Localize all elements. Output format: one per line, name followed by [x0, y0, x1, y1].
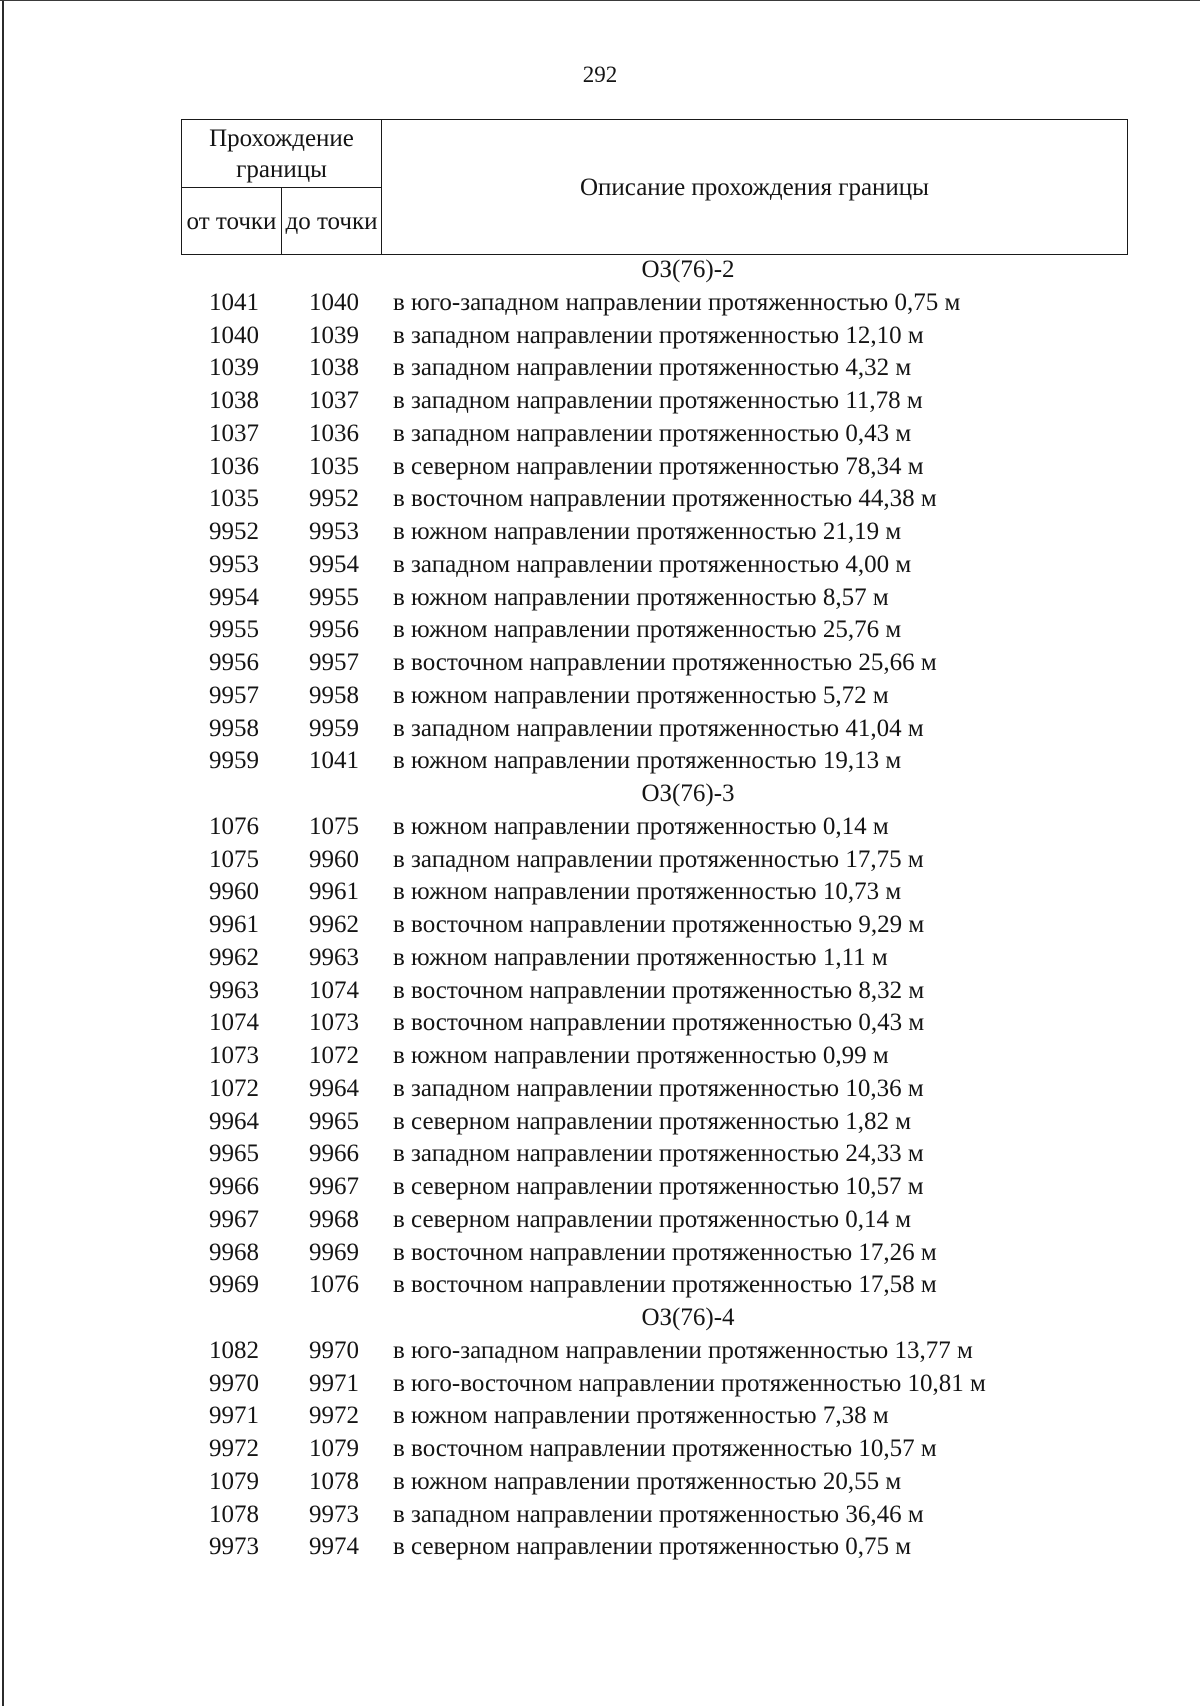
to-point-cell: 1075 — [309, 812, 359, 840]
to-point-cell: 9964 — [309, 1074, 359, 1102]
description-cell: в восточном направлении протяженностью 44,38 м — [393, 485, 937, 513]
header-from-label: от точки — [182, 188, 282, 255]
table-row — [0, 1106, 1200, 1139]
description-cell: в южном направлении протяженностью 10,73 м — [393, 878, 902, 906]
table-row — [0, 451, 1200, 484]
from-point-cell: 9955 — [209, 616, 259, 644]
to-point-cell: 9957 — [309, 649, 359, 676]
from-point-cell: 1075 — [209, 845, 259, 873]
to-point-cell: 1037 — [309, 387, 359, 414]
table-row — [0, 1531, 1200, 1564]
description-cell: в восточном направлении протяженностью 0,43 м — [393, 1009, 925, 1037]
to-point-cell: 9972 — [309, 1402, 359, 1430]
table-row — [0, 1138, 1200, 1171]
table-header — [181, 119, 1128, 255]
to-point-cell: 9955 — [309, 583, 359, 611]
description-cell: в юго-западном направлении протяженностью 0,75 м — [393, 288, 961, 316]
from-point-cell: 1036 — [209, 452, 259, 480]
description-cell: в южном направлении протяженностью 20,55 м — [393, 1467, 902, 1495]
table-row — [0, 1171, 1200, 1204]
description-cell: в западном направлении протяженностью 12,10 м — [393, 321, 924, 349]
to-point-cell: 1078 — [309, 1467, 359, 1495]
description-cell: в южном направлении протяженностью 0,99 м — [393, 1042, 889, 1069]
to-point-cell: 9968 — [309, 1205, 359, 1233]
to-point-cell: 9974 — [309, 1533, 359, 1561]
from-point-cell: 9957 — [209, 681, 259, 709]
boundary-rows — [0, 254, 1200, 1564]
to-point-cell: 9969 — [309, 1238, 359, 1266]
section-title: ОЗ(76)-4 — [641, 1304, 735, 1331]
from-point-cell: 9967 — [209, 1205, 259, 1233]
description-cell: в южном направлении протяженностью 21,19 м — [393, 518, 902, 545]
to-point-cell: 1072 — [309, 1042, 359, 1069]
table-row — [0, 1400, 1200, 1433]
description-cell: в южном направлении протяженностью 7,38 м — [393, 1402, 889, 1430]
description-cell: в западном направлении протяженностью 10,36 м — [393, 1074, 924, 1102]
from-point-cell: 9971 — [209, 1402, 259, 1430]
description-cell: в северном направлении протяженностью 1,82 м — [393, 1107, 912, 1135]
to-point-cell: 9966 — [309, 1140, 359, 1168]
description-cell: в юго-восточном направлении протяженностью 10,81 м — [393, 1369, 986, 1397]
section-title: ОЗ(76)-2 — [641, 256, 735, 283]
to-point-cell: 9952 — [309, 485, 359, 513]
description-cell: в восточном направлении протяженностью 17,26 м — [393, 1238, 937, 1266]
from-point-cell: 9959 — [209, 747, 259, 775]
table-row — [0, 1335, 1200, 1368]
from-point-cell: 1039 — [209, 354, 259, 382]
table-row — [0, 582, 1200, 615]
to-point-cell: 1039 — [309, 321, 359, 349]
description-cell: в восточном направлении протяженностью 10,57 м — [393, 1435, 937, 1462]
description-cell: в западном направлении протяженностью 4,00 м — [393, 550, 912, 578]
to-point-cell: 9962 — [309, 911, 359, 938]
table-row — [0, 418, 1200, 451]
table-row — [0, 385, 1200, 418]
from-point-cell: 9953 — [209, 550, 259, 578]
to-point-cell: 1073 — [309, 1009, 359, 1037]
description-cell: в восточном направлении протяженностью 8,32 м — [393, 976, 925, 1004]
to-point-cell: 9963 — [309, 943, 359, 971]
section-title: ОЗ(76)-3 — [641, 780, 735, 807]
description-cell: в северном направлении протяженностью 78,34 м — [393, 452, 924, 480]
table-row — [0, 1237, 1200, 1270]
from-point-cell: 1072 — [209, 1074, 259, 1102]
description-cell: в западном направлении протяженностью 41,04 м — [393, 714, 924, 742]
description-cell: в северном направлении протяженностью 0,14 м — [393, 1205, 912, 1233]
to-point-cell: 1036 — [309, 419, 359, 447]
table-row — [0, 713, 1200, 746]
description-cell: в западном направлении протяженностью 4,32 м — [393, 354, 912, 382]
to-point-cell: 1035 — [309, 452, 359, 480]
description-cell: в западном направлении протяженностью 36,46 м — [393, 1500, 924, 1528]
to-point-cell: 9973 — [309, 1500, 359, 1528]
from-point-cell: 1078 — [209, 1500, 259, 1528]
from-point-cell: 1038 — [209, 387, 259, 414]
description-cell: в юго-западном направлении протяженностью 13,77 м — [393, 1336, 973, 1364]
description-cell: в восточном направлении протяженностью 25,66 м — [393, 649, 937, 676]
table-row — [0, 1073, 1200, 1106]
to-point-cell: 1074 — [309, 976, 359, 1004]
to-point-cell: 9961 — [309, 878, 359, 906]
to-point-cell: 9965 — [309, 1107, 359, 1135]
to-point-cell: 9953 — [309, 518, 359, 545]
from-point-cell: 9972 — [209, 1435, 259, 1462]
table-row — [0, 516, 1200, 549]
table-row — [0, 844, 1200, 877]
to-point-cell: 1079 — [309, 1435, 359, 1462]
from-point-cell: 9966 — [209, 1173, 259, 1200]
description-cell: в южном направлении протяженностью 0,14 м — [393, 812, 889, 840]
table-row — [0, 1466, 1200, 1499]
from-point-cell: 1074 — [209, 1009, 259, 1037]
description-cell: в южном направлении протяженностью 5,72 м — [393, 681, 889, 709]
table-row — [0, 1269, 1200, 1302]
table-row — [0, 320, 1200, 353]
from-point-cell: 9973 — [209, 1533, 259, 1561]
table-row — [0, 811, 1200, 844]
from-point-cell: 1040 — [209, 321, 259, 349]
table-row — [0, 483, 1200, 516]
table-row — [0, 1433, 1200, 1466]
from-point-cell: 9952 — [209, 518, 259, 545]
table-row — [0, 1368, 1200, 1401]
description-cell: в восточном направлении протяженностью 9,29 м — [393, 911, 925, 938]
to-point-cell: 9956 — [309, 616, 359, 644]
from-point-cell: 9960 — [209, 878, 259, 906]
table-row — [0, 909, 1200, 942]
from-point-cell: 1037 — [209, 419, 259, 447]
from-point-cell: 1041 — [209, 288, 259, 316]
description-cell: в восточном направлении протяженностью 17,58 м — [393, 1271, 937, 1299]
from-point-cell: 1073 — [209, 1042, 259, 1069]
from-point-cell: 9968 — [209, 1238, 259, 1266]
from-point-cell: 1076 — [209, 812, 259, 840]
description-cell: в южном направлении протяженностью 8,57 м — [393, 583, 889, 611]
table-row — [0, 680, 1200, 713]
description-cell: в южном направлении протяженностью 1,11 м — [393, 943, 888, 971]
to-point-cell: 1038 — [309, 354, 359, 382]
to-point-cell: 9958 — [309, 681, 359, 709]
table-row — [0, 647, 1200, 680]
description-cell: в северном направлении протяженностью 10,57 м — [393, 1173, 924, 1200]
from-point-cell: 9969 — [209, 1271, 259, 1299]
table-row — [0, 876, 1200, 909]
table-row — [0, 549, 1200, 582]
scan-edge-top — [0, 0, 1200, 1]
from-point-cell: 9964 — [209, 1107, 259, 1135]
from-point-cell: 9956 — [209, 649, 259, 676]
to-point-cell: 9971 — [309, 1369, 359, 1397]
from-point-cell: 9954 — [209, 583, 259, 611]
description-cell: в западном направлении протяженностью 0,43 м — [393, 419, 912, 447]
to-point-cell: 1041 — [309, 747, 359, 775]
from-point-cell: 1082 — [209, 1336, 259, 1364]
description-cell: в северном направлении протяженностью 0,75 м — [393, 1533, 912, 1561]
from-point-cell: 1035 — [209, 485, 259, 513]
description-cell: в западном направлении протяженностью 17,75 м — [393, 845, 924, 873]
table-row — [0, 614, 1200, 647]
to-point-cell: 1076 — [309, 1271, 359, 1299]
table-row — [0, 1040, 1200, 1073]
table-row — [0, 287, 1200, 320]
to-point-cell: 9954 — [309, 550, 359, 578]
description-cell: в западном направлении протяженностью 11,78 м — [393, 387, 923, 414]
description-cell: в западном направлении протяженностью 24,33 м — [393, 1140, 924, 1168]
header-to-label: до точки — [282, 188, 382, 255]
description-cell: в южном направлении протяженностью 19,13 м — [393, 747, 902, 775]
header-group-label: Прохождение границы — [182, 120, 382, 188]
from-point-cell: 9963 — [209, 976, 259, 1004]
table-row — [0, 1007, 1200, 1040]
page-number: 292 — [582, 62, 618, 87]
to-point-cell: 9967 — [309, 1173, 359, 1200]
table-row — [0, 975, 1200, 1008]
table-row — [0, 942, 1200, 975]
to-point-cell: 9960 — [309, 845, 359, 873]
from-point-cell: 9958 — [209, 714, 259, 742]
table-row — [0, 745, 1200, 778]
to-point-cell: 1040 — [309, 288, 359, 316]
from-point-cell: 1079 — [209, 1467, 259, 1495]
from-point-cell: 9962 — [209, 943, 259, 971]
from-point-cell: 9961 — [209, 911, 259, 938]
to-point-cell: 9959 — [309, 714, 359, 742]
description-cell: в южном направлении протяженностью 25,76 м — [393, 616, 902, 644]
from-point-cell: 9970 — [209, 1369, 259, 1397]
to-point-cell: 9970 — [309, 1336, 359, 1364]
table-row — [0, 1204, 1200, 1237]
header-description-label: Описание прохождения границы — [382, 120, 1128, 255]
from-point-cell: 9965 — [209, 1140, 259, 1168]
table-row — [0, 1499, 1200, 1532]
table-row — [0, 352, 1200, 385]
